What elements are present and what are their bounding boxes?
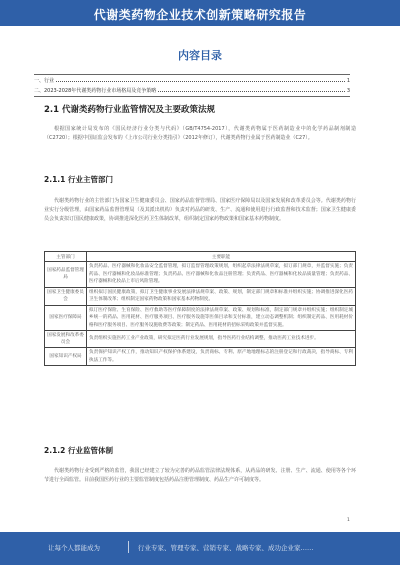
table-row (45, 287, 356, 305)
table-cell-name: 国家卫生健康委员会 (45, 287, 87, 305)
table-cell-duty: 组织拟订国民健康政策，拟订卫生健康事业发展法律法规草案、政策、规划，制定部门规章和标准并组织实施；协调推进深化医药卫生体制改革；组织制定国家药物政策和国家基本药物制度。 (87, 287, 356, 305)
table-cell-duty: 负责组织实施医药工业产业政策，研究拟定医药行业发展规划，指导医药行业结构调整，推动医药工业技术进步。 (87, 331, 356, 348)
report-header (0, 0, 400, 26)
toc-bottom-rule (34, 96, 350, 97)
table-cell-name: 国家医疗保障局 (45, 305, 87, 331)
report-footer (0, 532, 400, 565)
footer-divider (128, 541, 129, 553)
table-header-cell: 主要职能 (87, 252, 356, 262)
toc-entry-page: 3 (346, 87, 350, 94)
regulator-table (44, 251, 356, 366)
table-row (45, 348, 356, 366)
toc-dot-leader (158, 89, 345, 92)
table-cell-duty: 负责药品、医疗器械和化妆品安全监督管理，拟订监督管理政策规划，组织起草法律法规草案，拟订部门规章，并监督实施；负责药品、医疗器械和化妆品标准管理；负责药品、医疗器械和化妆品注册管理；负责药品、医疗器械和化妆品质量管理；负责药品、医疗器械和化妆品上市后风险管理。 (87, 262, 356, 288)
subsection-heading: 2.1.2 行业监管体制 (44, 446, 113, 455)
subsection-paragraph: 代谢类药物行业的主管部门为国家卫生健康委员会、国家药品监督管理局、国家医疗保障局以及国家发展和改革委员会等。代谢类药物行业实行分级管理，由国家药品监督管理局（及其派出机构）负责对药品的研发、生产、流通和使用进行行政监督和技术监督；国家卫生健康委员会负责拟订国民健康政策，协调推进深化医药卫生体制改革，组织制定国家药物政策和国家基本药物制度。 (44, 198, 356, 222)
toc-entry[interactable] (34, 87, 350, 94)
toc-top-rule (34, 74, 350, 75)
table-row (45, 305, 356, 331)
table-cell-name: 国家发展和改革委员会 (45, 331, 87, 348)
page-number: 1 (347, 518, 350, 523)
toc-entry[interactable] (34, 77, 350, 84)
table-cell-duty: 负责保护知识产权工作，推动知识产权保护体系建设，负责商标、专利、原产地地理标志的注册登记和行政裁决，指导商标、专利执法工作等。 (87, 348, 356, 366)
table-row (45, 262, 356, 288)
section-paragraph: 根据国家统计局发布的《国民经济行业分类与代码》（GB/T4754-2017），代谢类药物属于医药制造业中的化学药品制剂制造（C2720）；根据中国证监会发布的《上市公司行业分类指引》（2012年修订），代谢类药物行业属于医药制造业（C27）。 (44, 126, 356, 141)
toc-dot-leader (56, 79, 345, 82)
toc-entry-page: 1 (346, 77, 350, 84)
footer-slogan: 让每个人都能成为 (48, 544, 100, 552)
table-cell-name: 国家药品监督管理局 (45, 262, 87, 288)
toc-title: 内容目录 (178, 49, 222, 62)
table-row (45, 331, 356, 348)
subsection-paragraph: 代谢类药物行业受到严格的监管，我国已经建立了较为完善的药品监管法律法规体系，从药品的研发、注册、生产、流通、使用等各个环节进行全面监管。目前我国医药行业的主要监管制度包括药品注册管理制度、药品生产许可制度等。 (44, 468, 356, 483)
subsection-heading: 2.1.1 行业主管部门 (44, 175, 113, 184)
table-header-cell: 主管部门 (45, 252, 87, 262)
toc-entry-label: 一、行业 (34, 78, 55, 84)
footer-tagline: 行业专家、管理专家、营销专家、战略专家、成功企业家…… (138, 544, 314, 552)
toc-entry-label: 二、2023-2028年代谢类药物行业市场格局及竞争策略 (34, 88, 157, 94)
table-cell-duty: 拟订医疗保险、生育保险、医疗救助等医疗保障制度的法律法规草案、政策、规划和标准，制定部门规章并组织实施；组织制定城乡统一的药品、医用耗材、医疗服务项目、医疗服务设施等医保目录和支付标准，建立动态调整机制；组织制定药品、医用耗材价格和医疗服务项目、医疗服务设施收费等政策；制定药品、医用耗材的招标采购政策并监督实施。 (87, 305, 356, 331)
table-header-row (45, 252, 356, 262)
section-heading: 2.1 代谢类药物行业监管情况及主要政策法规 (44, 105, 216, 115)
report-title: 代谢类药物企业技术创新策略研究报告 (93, 8, 307, 22)
table-cell-name: 国家知识产权局 (45, 348, 87, 366)
